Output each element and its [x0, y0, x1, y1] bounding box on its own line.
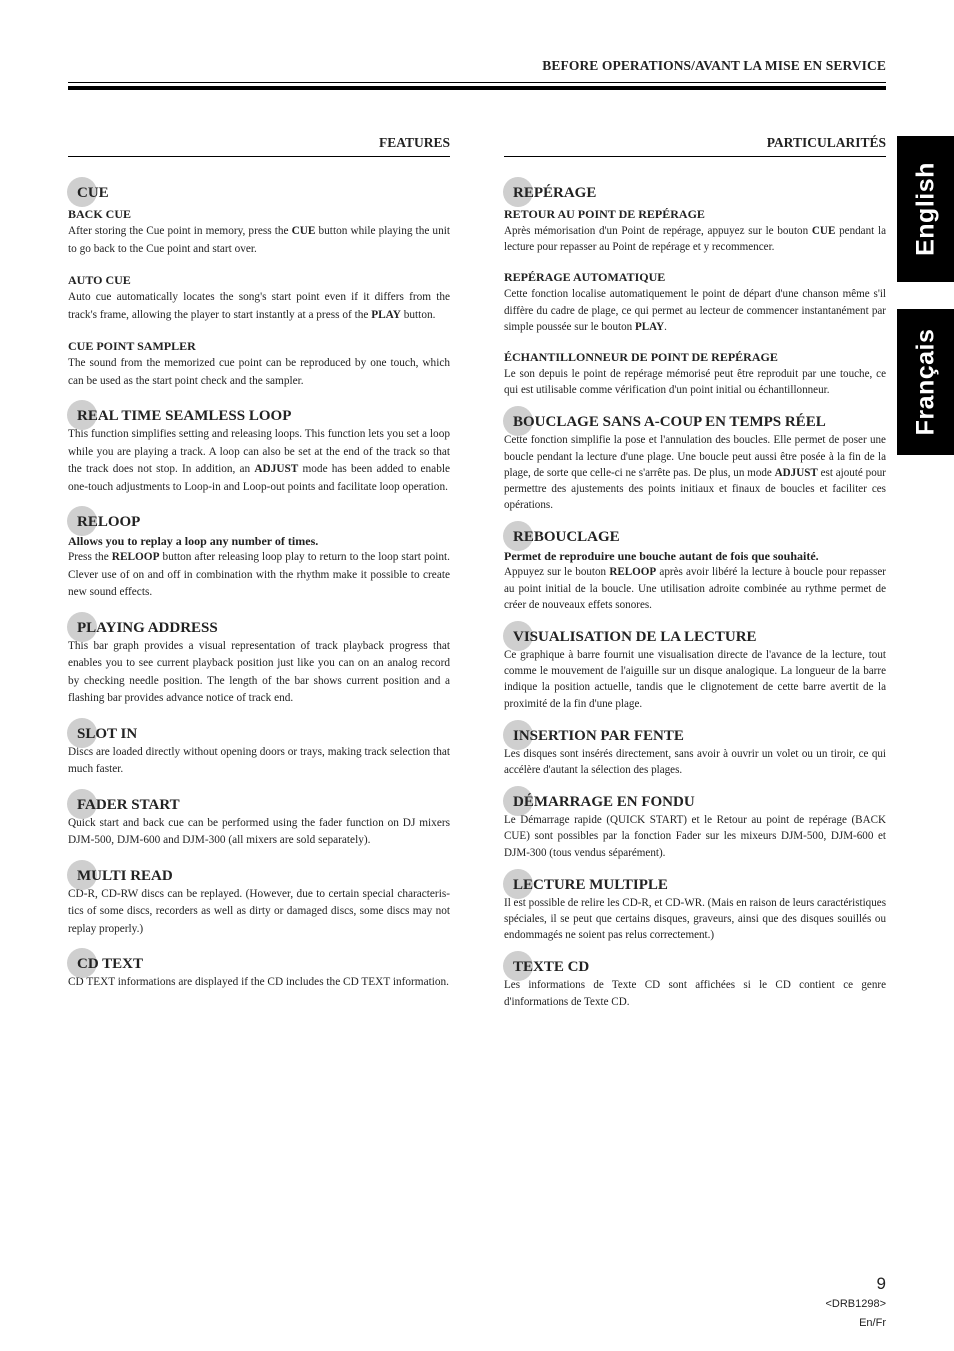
document-id: <DRB1298> [825, 1298, 886, 1310]
section-title: REBOUCLAGE [504, 527, 886, 547]
paragraph: Le Démarrage rapide (QUICK START) et le Retour au point de repérage (BACK CUE) sont possibles par la fonction Fader sur les mixeurs DJM-500, DJM-600 et DJM-300 (tous vendus séparément). [504, 814, 886, 859]
section-bouclage [504, 412, 886, 513]
language-code: En/Fr [859, 1317, 886, 1329]
paragraph: Ce graphique à barre fournit une visualisation directe de l'avance de la lecture, tout comme le mouvement de l'aiguille sur un disque analogique. La longueur de la barre indique la position actuelle, tandis que le clignotement de cette barre avertit de la proximité de la fin d'une plage. [504, 649, 886, 710]
subheading: ÉCHANTILLONNEUR DE POINT DE REPÉRAGE [504, 350, 778, 365]
paragraph: Appuyez sur le bouton RELOOP après avoir libéré la lecture à boucle pour repasser au point initial de la boucle. Une utilisation adroite combinée au rythme permet de créer de nouveaux effets sonores. [504, 566, 886, 611]
subheading: BACK CUE [68, 207, 132, 221]
english-column [68, 135, 450, 992]
section-cd-text [68, 954, 450, 992]
paragraph: Les disques sont insérés directement, sans avoir à ouvrir un volet ou un tiroir, ce qui accélère d'autant la sélection des plages. [504, 747, 886, 777]
subheading: REPÉRAGE AUTOMATIQUE [504, 270, 666, 285]
tab-french-label: Français [911, 328, 939, 436]
paragraph: CD-R, CD-RW discs can be replayed. (However, due to certain special characteris-tics of some discs, recorders as well as dirty or damaged discs, some discs may not replay properly.) [68, 887, 450, 935]
section-reloop [68, 512, 450, 602]
section-title: FADER START [68, 795, 450, 815]
tab-english [897, 136, 954, 282]
section-title: REPÉRAGE [504, 183, 886, 203]
section-demarrage [504, 792, 886, 861]
section-rebouclage [504, 527, 886, 613]
paragraph: Cette fonction localise automatiquement le point de départ d'une chanson même s'il diffère du cadre de plage, ce qui permet au lecteur de commencer instantanément par simple poussée sur le bouton PLAY. [504, 288, 886, 333]
header-rule-thick [68, 86, 886, 90]
section-title: CUE [68, 183, 450, 203]
section-lecture-multiple [504, 875, 886, 944]
subheading: RETOUR AU POINT DE REPÉRAGE [504, 207, 705, 221]
section-title: RELOOP [68, 512, 450, 532]
particularites-title: PARTICULARITÉS [504, 135, 886, 157]
paragraph: Cette fonction simplifie la pose et l'annulation des boucles. Elle permet de poser une boucle pendant la lecture d'une plage. Une boucle peut aussi être posée à la fin de la plage, de sorte que celle-ci ne s'arrête pas. De plus, un mode ADJUST est ajouté pour permettre des ajustements des points initiaux et finaux de boucles et faciliter ces opérations. [504, 434, 886, 512]
paragraph: Après mémorisation d'un Point de repérage, appuyez sur le bouton CUE pendant la lecture pour repasser au Point de repérage et y recommencer. [504, 225, 886, 254]
section-visualisation [504, 627, 886, 712]
section-texte-cd [504, 957, 886, 1009]
french-column [504, 135, 886, 1010]
paragraph: Press the RELOOP button after releasing loop play to return to the loop start point. Clever use of on and off in combination with the rhythm make it possible to create new sound effects. [68, 551, 450, 598]
section-title: BOUCLAGE SANS A-COUP EN TEMPS RÉEL [504, 412, 886, 432]
features-title: FEATURES [68, 135, 450, 157]
section-insertion [504, 726, 886, 778]
paragraph: Il est possible de relire les CD-R, et CD-WR. (Mais en raison de leurs caractéristiques spéciales, il se peut que certains disques, graveurs, ainsi que des disques souillés ou endommagés ne soient pas relus correctement.) [504, 896, 887, 942]
lead-text: Allows you to replay a loop any number of times. [68, 534, 319, 548]
paragraph: Auto cue automatically locates the song's start point even if it differs from the track's frame, allowing the player to start instantly at a press of the PLAY button. [68, 291, 450, 321]
paragraph: After storing the Cue point in memory, press the CUE button while playing the unit to go back to the Cue point and start over. [68, 225, 450, 255]
section-reperage [504, 183, 886, 398]
subheading: AUTO CUE [68, 273, 131, 287]
paragraph: This bar graph provides a visual representation of track playback progress that enables you to see current playback position just like you can on an analog record by checking needle position. The length of the bar shows current position and a flashing bar provides advance notice of track end. [68, 639, 450, 704]
page-header: BEFORE OPERATIONS/AVANT LA MISE EN SERVICE [542, 58, 886, 73]
section-title: CD TEXT [68, 954, 450, 974]
tab-french [897, 309, 954, 455]
paragraph: Discs are loaded directly without opening doors or trays, making track selection that much faster. [68, 745, 450, 775]
section-loop [68, 406, 450, 496]
lead-text: Permet de reproduire une bouche autant de fois que souhaité. [504, 549, 819, 564]
section-cue [68, 183, 450, 390]
page-number: 9 [876, 1274, 886, 1293]
header-rule-thin [68, 82, 886, 83]
section-title: PLAYING ADDRESS [68, 618, 450, 638]
section-playing-address [68, 618, 450, 708]
section-fader-start [68, 795, 450, 850]
section-title: INSERTION PAR FENTE [504, 726, 886, 746]
section-multi-read [68, 866, 450, 939]
section-title: REAL TIME SEAMLESS LOOP [68, 406, 450, 426]
section-title: TEXTE CD [504, 957, 886, 977]
tab-english-label: English [911, 162, 939, 256]
section-title: MULTI READ [68, 866, 450, 886]
paragraph: The sound from the memorized cue point can be reproduced by one touch, which can be used as the start point check and the sampler. [68, 357, 450, 387]
paragraph: Quick start and back cue can be performed using the fader function on DJ mixers DJM-500, DJM-600 and DJM-300 (all mixers are sold separately). [68, 816, 450, 846]
paragraph: Le son depuis le point de repérage mémorisé peut être reproduit par une touche, ce qui est utilisable comme vérification d'un point initial ou échantillonneur. [504, 368, 886, 397]
section-title: DÉMARRAGE EN FONDU [504, 792, 886, 812]
section-slot-in [68, 724, 450, 779]
section-title: VISUALISATION DE LA LECTURE [504, 627, 886, 647]
subheading: CUE POINT SAMPLER [68, 339, 196, 353]
section-title: SLOT IN [68, 724, 450, 744]
section-title: LECTURE MULTIPLE [504, 875, 886, 895]
paragraph: CD TEXT informations are displayed if the CD includes the CD TEXT information. [68, 976, 449, 988]
paragraph: Les informations de Texte CD sont affichées si le CD contient ce genre d'informations de Texte CD. [504, 979, 886, 1008]
paragraph: This function simplifies setting and releasing loops. This function lets you set a loop while you are playing a track. A loop can also be set at the end of the track so that the track does not stop. In addition, an ADJUST mode has been added to enable one-touch adjustments to Loop-in and Loop-out points and facilitate loop operation. [68, 428, 450, 493]
